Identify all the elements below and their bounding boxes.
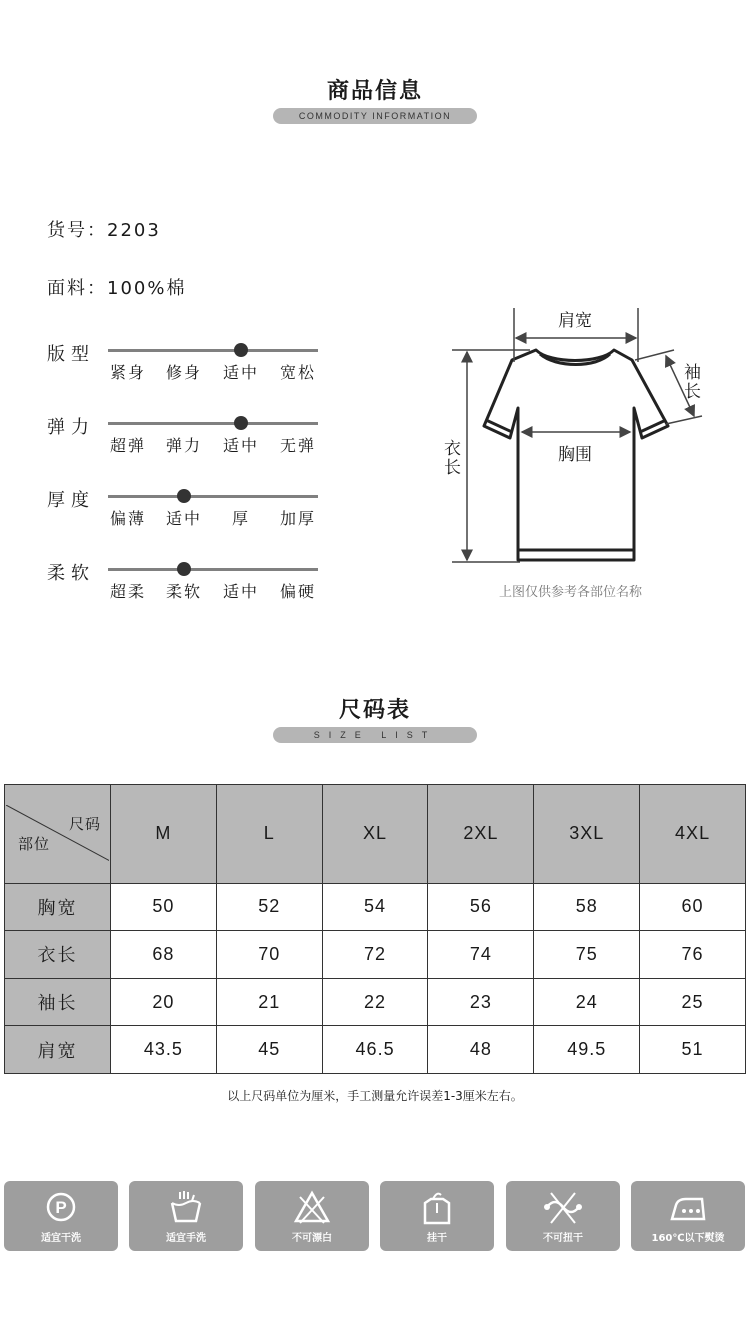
attribute-option: 柔软 (165, 582, 202, 601)
attribute-slider-track (108, 349, 318, 352)
attribute-option: 紧身 (109, 363, 146, 382)
size-header-cell: 2XL (428, 785, 534, 884)
care-label: 不可漂白 (292, 1233, 332, 1244)
attribute-label: 厚度 (47, 490, 95, 511)
dry-clean-icon (41, 1189, 81, 1227)
attribute-option: 适中 (222, 363, 259, 382)
table-cell: 21 (216, 978, 322, 1026)
care-label: 适宜手洗 (166, 1233, 206, 1244)
care-label: 不可扭干 (543, 1233, 583, 1244)
attribute-option: 偏硬 (279, 582, 316, 601)
care-label: 适宜干洗 (41, 1233, 81, 1244)
chest-label: 胸围 (558, 445, 592, 465)
row-label-cell: 衣长 (5, 931, 111, 979)
size-table (4, 784, 746, 1074)
attribute-slider-knob (177, 489, 191, 503)
size-note: 以上尺码单位为厘米，手工测量允许误差1-3厘米左右。 (227, 1089, 523, 1103)
attribute-option: 加厚 (279, 509, 316, 528)
table-cell: 24 (534, 978, 640, 1026)
size-header-cell: M (111, 785, 217, 884)
attribute-slider-track (108, 568, 318, 571)
table-cell: 43.5 (111, 1026, 217, 1074)
info-subtitle: COMMODITY INFORMATION (273, 108, 477, 124)
item-number: 货号：2203 (47, 220, 161, 241)
size-title: 尺码表 (338, 698, 411, 723)
table-corner-cell (5, 785, 111, 884)
attribute-option: 无弹 (279, 436, 316, 455)
table-cell: 23 (428, 978, 534, 1026)
table-cell: 74 (428, 931, 534, 979)
table-cell: 22 (322, 978, 428, 1026)
table-cell: 25 (640, 978, 746, 1026)
table-cell: 49.5 (534, 1026, 640, 1074)
size-header-cell: L (216, 785, 322, 884)
attribute-slider-track (108, 422, 318, 425)
table-row (5, 931, 746, 979)
attribute-option: 偏薄 (109, 509, 146, 528)
row-label-cell: 袖长 (5, 978, 111, 1026)
attribute-option: 修身 (165, 363, 202, 382)
fabric: 面料：100%棉 (47, 278, 187, 299)
table-cell: 75 (534, 931, 640, 979)
table-cell: 60 (640, 883, 746, 931)
corner-part-label: 部位 (18, 835, 51, 854)
attribute-option: 厚 (231, 509, 250, 528)
attribute-slider-knob (177, 562, 191, 576)
table-cell: 51 (640, 1026, 746, 1074)
care-label: 挂干 (427, 1233, 447, 1244)
table-row (5, 1026, 746, 1074)
attribute-slider-track (108, 495, 318, 498)
table-cell: 48 (428, 1026, 534, 1074)
attribute-option: 宽松 (279, 363, 316, 382)
hand-wash-icon (166, 1189, 206, 1227)
info-title: 商品信息 (326, 79, 423, 104)
iron-icon (668, 1189, 708, 1227)
no-wring-icon (543, 1189, 583, 1227)
attribute-label: 版型 (47, 344, 95, 365)
corner-size-label: 尺码 (68, 815, 101, 834)
table-header-row (5, 785, 746, 884)
tshirt-diagram (430, 300, 710, 575)
svg-text:P: P (55, 1198, 67, 1217)
shoulder-label: 肩宽 (558, 311, 592, 331)
attribute-option: 超弹 (109, 436, 146, 455)
table-cell: 56 (428, 883, 534, 931)
care-card (4, 1181, 118, 1251)
attribute-slider-knob (234, 416, 248, 430)
attribute-label: 弹力 (47, 417, 95, 438)
table-cell: 50 (111, 883, 217, 931)
no-bleach-icon (292, 1189, 332, 1227)
attribute-option: 弹力 (165, 436, 202, 455)
table-cell: 58 (534, 883, 640, 931)
attribute-option: 适中 (222, 582, 259, 601)
table-cell: 68 (111, 931, 217, 979)
size-subtitle: SIZE LIST (273, 727, 477, 743)
attribute-option: 超柔 (109, 582, 146, 601)
row-label-cell: 肩宽 (5, 1026, 111, 1074)
table-row (5, 883, 746, 931)
size-header-cell: 3XL (534, 785, 640, 884)
attribute-slider-knob (234, 343, 248, 357)
size-header-cell: 4XL (640, 785, 746, 884)
table-cell: 52 (216, 883, 322, 931)
care-card (380, 1181, 494, 1251)
care-card (631, 1181, 745, 1251)
hang-dry-icon (417, 1189, 457, 1227)
table-row (5, 978, 746, 1026)
table-cell: 54 (322, 883, 428, 931)
table-cell: 20 (111, 978, 217, 1026)
care-card (129, 1181, 243, 1251)
table-cell: 76 (640, 931, 746, 979)
care-card (506, 1181, 620, 1251)
table-cell: 46.5 (322, 1026, 428, 1074)
size-header-cell: XL (322, 785, 428, 884)
diagram-caption: 上图仅供参考各部位名称 (499, 585, 643, 600)
care-card (255, 1181, 369, 1251)
table-cell: 45 (216, 1026, 322, 1074)
length-label: 衣长 (444, 439, 461, 478)
attribute-option: 适中 (165, 509, 202, 528)
table-cell: 70 (216, 931, 322, 979)
attribute-label: 柔软 (47, 563, 95, 584)
sleeve-label: 袖长 (684, 363, 701, 402)
attribute-option: 适中 (222, 436, 259, 455)
table-cell: 72 (322, 931, 428, 979)
row-label-cell: 胸宽 (5, 883, 111, 931)
care-label: 160℃以下熨烫 (651, 1233, 725, 1244)
